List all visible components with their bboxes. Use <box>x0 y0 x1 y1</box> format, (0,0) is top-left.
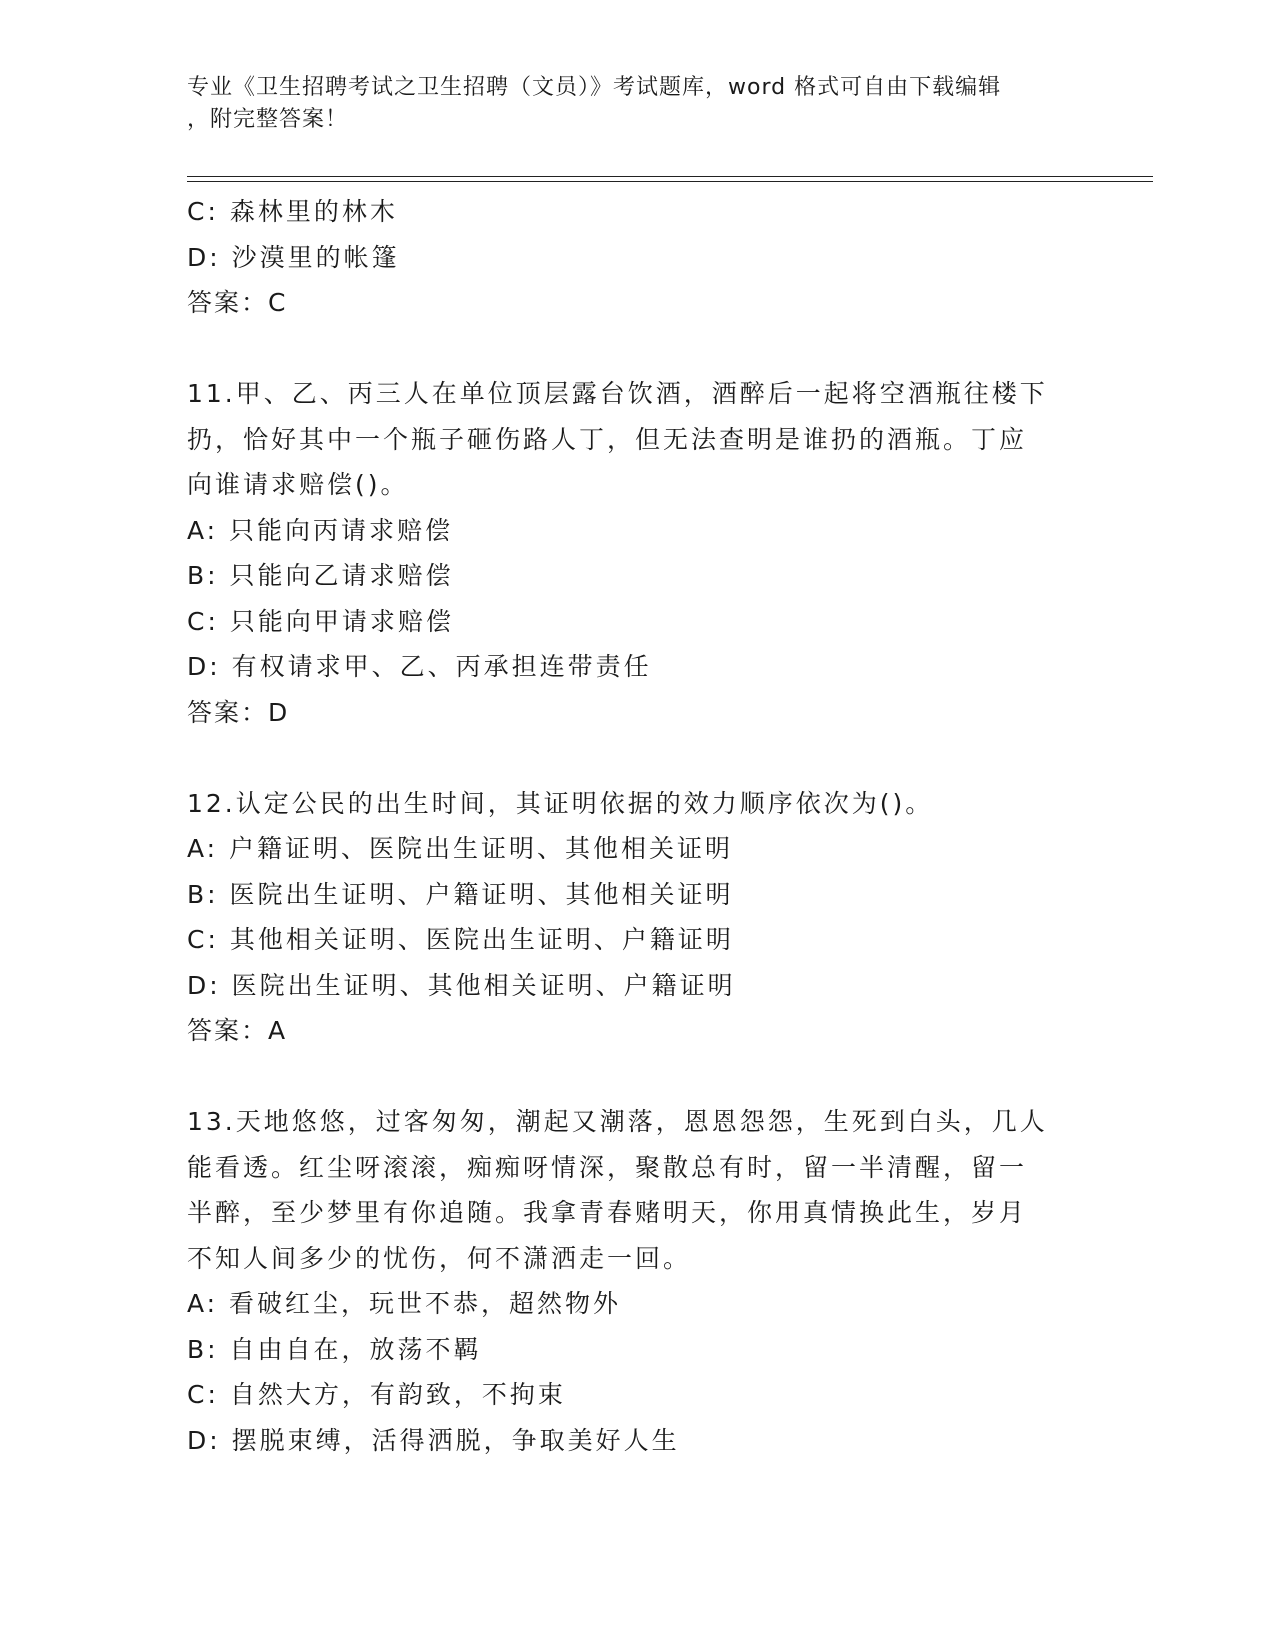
option-c: C: 只能向甲请求赔偿 <box>187 606 454 636</box>
header-line-1: 专业《卫生招聘考试之卫生招聘（文员）》考试题库，word 格式可自由下载编辑 <box>187 75 1002 100</box>
option-c: C: 森林里的林木 <box>187 197 398 226</box>
question-13 <box>187 1099 1087 1463</box>
spacer <box>187 326 1087 372</box>
question-content <box>187 189 1087 1463</box>
option-a: A: 只能向丙请求赔偿 <box>187 515 454 545</box>
header-line-2: ，附完整答案！ <box>187 107 349 132</box>
answer: 答案：D <box>187 697 290 727</box>
option-d: D: 沙漠里的帐篷 <box>187 242 400 272</box>
option-b: B: 自由自在，放荡不羁 <box>187 1334 482 1364</box>
header-rule-top <box>187 176 1153 177</box>
question-stem-line: 向谁请求赔偿()。 <box>187 470 409 499</box>
question-stem-line: 扔，恰好其中一个瓶子砸伤路人丁，但无法查明是谁扔的酒瓶。丁应 <box>187 424 1028 454</box>
question-stem-line: 半醉，至少梦里有你追随。我拿青春赌明天，你用真情换此生，岁月 <box>187 1198 1028 1227</box>
question-stem-line: 11.甲、乙、丙三人在单位顶层露台饮酒，酒醉后一起将空酒瓶往楼下 <box>187 379 1048 408</box>
question-stem-line: 不知人间多少的忧伤，何不潇洒走一回。 <box>187 1243 692 1273</box>
spacer <box>187 1054 1087 1100</box>
option-c: C: 自然大方，有韵致，不拘束 <box>187 1380 566 1409</box>
question-stem-line: 13.天地悠悠，过客匆匆，潮起又潮落，恩恩怨怨，生死到白头，几人 <box>187 1107 1048 1136</box>
question-stem-line: 能看透。红尘呀滚滚，痴痴呀情深，聚散总有时，留一半清醒，留一 <box>187 1152 1028 1182</box>
option-a: A: 看破红尘，玩世不恭，超然物外 <box>187 1289 622 1318</box>
spacer <box>187 735 1087 781</box>
option-b: B: 医院出生证明、户籍证明、其他相关证明 <box>187 879 734 909</box>
option-d: D: 摆脱束缚，活得洒脱，争取美好人生 <box>187 1425 680 1455</box>
option-d: D: 医院出生证明、其他相关证明、户籍证明 <box>187 970 736 1000</box>
answer: 答案：A <box>187 1016 288 1045</box>
question-12 <box>187 781 1087 1054</box>
option-a: A: 户籍证明、医院出生证明、其他相关证明 <box>187 834 734 863</box>
option-d: D: 有权请求甲、乙、丙承担连带责任 <box>187 652 652 681</box>
option-c: C: 其他相关证明、医院出生证明、户籍证明 <box>187 925 734 954</box>
page-header <box>187 72 1067 136</box>
question-11 <box>187 371 1087 735</box>
question-10-continuation <box>187 189 1087 326</box>
answer: 答案：C <box>187 288 288 317</box>
header-rule-bottom <box>187 181 1153 182</box>
question-stem-line: 12.认定公民的出生时间，其证明依据的效力顺序依次为()。 <box>187 788 934 818</box>
option-b: B: 只能向乙请求赔偿 <box>187 561 454 590</box>
